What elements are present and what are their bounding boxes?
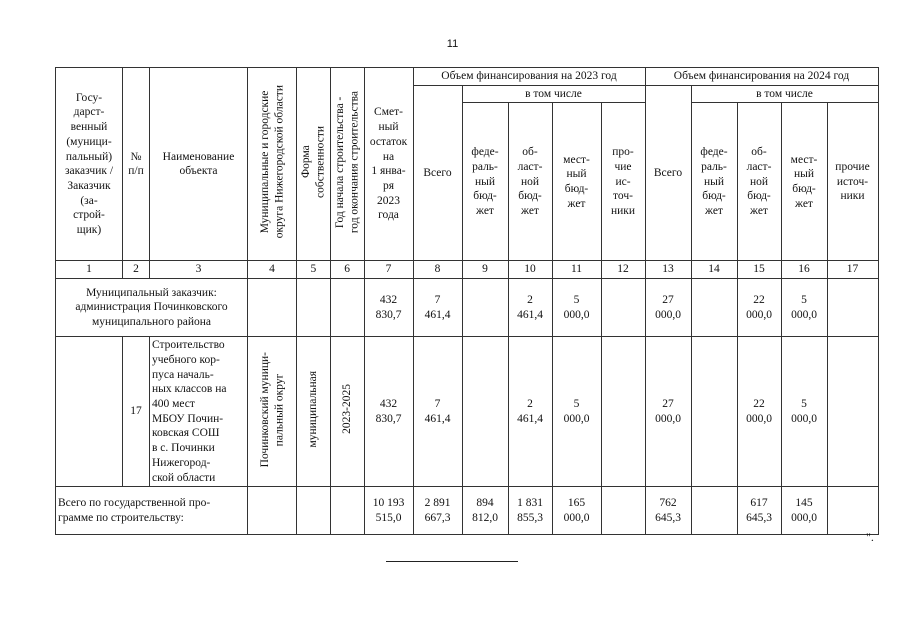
total-c4 (248, 487, 297, 535)
customer-c4 (248, 279, 297, 337)
header-number: № п/п (123, 68, 150, 261)
footer-divider (386, 561, 518, 562)
object-federal-2024 (691, 337, 737, 487)
header-total-2024: Всего (645, 85, 691, 261)
header-regional-2023: об- ласт- ной бюд- жет (508, 103, 552, 261)
customer-total-2024: 27 000,0 (645, 279, 691, 337)
header-federal-2024: феде- раль- ный бюд- жет (691, 103, 737, 261)
total-regional-2024: 617 645,3 (737, 487, 781, 535)
object-local-2023: 5 000,0 (552, 337, 601, 487)
customer-local-2023: 5 000,0 (552, 279, 601, 337)
total-other-2024 (827, 487, 878, 535)
total-total-2023: 2 891 667,3 (413, 487, 462, 535)
col-num-9: 9 (462, 261, 508, 279)
financing-table (55, 67, 879, 535)
customer-other-2023 (601, 279, 645, 337)
col-num-11: 11 (552, 261, 601, 279)
col-num-3: 3 (150, 261, 248, 279)
object-federal-2023 (462, 337, 508, 487)
col-num-7: 7 (364, 261, 413, 279)
header-object-name: Наименование объекта (150, 68, 248, 261)
col-num-1: 1 (56, 261, 123, 279)
col-num-8: 8 (413, 261, 462, 279)
object-c1 (56, 337, 123, 487)
header-incl-2024: в том числе (691, 85, 878, 103)
total-c6 (330, 487, 364, 535)
object-years-text: 2023-2025 (340, 384, 353, 435)
customer-total-2023: 7 461,4 (413, 279, 462, 337)
col-num-12: 12 (601, 261, 645, 279)
header-regional-2024: об- ласт- ной бюд- жет (737, 103, 781, 261)
header-municipality (248, 68, 297, 261)
total-other-2023 (601, 487, 645, 535)
object-regional-2023: 2 461,4 (508, 337, 552, 487)
object-ownership-text: муниципальная (307, 371, 320, 448)
header-other-2024: прочие источ- ники (827, 103, 878, 261)
header-estimate: Смет- ный остаток на 1 янва- ря 2023 года (364, 68, 413, 261)
header-local-2023: мест- ный бюд- жет (552, 103, 601, 261)
object-ownership (297, 337, 331, 487)
customer-label: Муниципальный заказчик: администрация Починковского муниципального района (56, 279, 248, 337)
col-num-14: 14 (691, 261, 737, 279)
col-num-15: 15 (737, 261, 781, 279)
closing-quote: ". (866, 530, 874, 544)
object-total-2024: 27 000,0 (645, 337, 691, 487)
object-name: Строительство учебного кор- пуса началь- ных классов на 400 мест МБОУ Почин- ковская СОШ в с. Починки Нижегород- ской области (150, 337, 248, 487)
header-federal-2023: феде- раль- ный бюд- жет (462, 103, 508, 261)
header-years (330, 68, 364, 261)
total-label: Всего по государственной про- грамме по строительству: (56, 487, 248, 535)
total-local-2023: 165 000,0 (552, 487, 601, 535)
customer-federal-2023 (462, 279, 508, 337)
col-num-5: 5 (297, 261, 331, 279)
object-number: 17 (123, 337, 150, 487)
customer-local-2024: 5 000,0 (781, 279, 827, 337)
page-number: 11 (446, 38, 459, 50)
customer-federal-2024 (691, 279, 737, 337)
object-municipality-text: Починковский муници- пальный округ (258, 351, 285, 468)
object-years (330, 337, 364, 487)
header-customer: Госу- дарст- венный (муници- пальный) заказчик / Заказчик (за- строй- щик) (56, 68, 123, 261)
col-num-6: 6 (330, 261, 364, 279)
customer-row (56, 279, 879, 337)
object-other-2024 (827, 337, 878, 487)
header-ownership-text: Форма собственности (300, 125, 327, 198)
object-other-2023 (601, 337, 645, 487)
header-total-2023: Всего (413, 85, 462, 261)
col-num-16: 16 (781, 261, 827, 279)
customer-estimate: 432 830,7 (364, 279, 413, 337)
total-regional-2023: 1 831 855,3 (508, 487, 552, 535)
object-municipality (248, 337, 297, 487)
col-num-10: 10 (508, 261, 552, 279)
customer-other-2024 (827, 279, 878, 337)
header-other-2023: про- чие ис- точ- ники (601, 103, 645, 261)
col-num-13: 13 (645, 261, 691, 279)
customer-c5 (297, 279, 331, 337)
customer-c6 (330, 279, 364, 337)
header-years-text: Год начала строительства - год окончания строительства (333, 90, 361, 233)
header-fin-2023: Объем финансирования на 2023 год (413, 68, 645, 86)
col-num-2: 2 (123, 261, 150, 279)
customer-regional-2023: 2 461,4 (508, 279, 552, 337)
total-c5 (297, 487, 331, 535)
column-number-row (56, 261, 879, 279)
object-estimate: 432 830,7 (364, 337, 413, 487)
total-federal-2023: 894 812,0 (462, 487, 508, 535)
col-num-4: 4 (248, 261, 297, 279)
customer-regional-2024: 22 000,0 (737, 279, 781, 337)
total-estimate: 10 193 515,0 (364, 487, 413, 535)
object-local-2024: 5 000,0 (781, 337, 827, 487)
total-federal-2024 (691, 487, 737, 535)
header-incl-2023: в том числе (462, 85, 645, 103)
total-local-2024: 145 000,0 (781, 487, 827, 535)
object-row (56, 337, 879, 487)
header-municipality-text: Муниципальные и городские округа Нижегородской области (258, 85, 285, 239)
object-regional-2024: 22 000,0 (737, 337, 781, 487)
col-num-17: 17 (827, 261, 878, 279)
object-total-2023: 7 461,4 (413, 337, 462, 487)
header-fin-2024: Объем финансирования на 2024 год (645, 68, 878, 86)
header-local-2024: мест- ный бюд- жет (781, 103, 827, 261)
total-row (56, 487, 879, 535)
header-ownership (297, 68, 331, 261)
total-total-2024: 762 645,3 (645, 487, 691, 535)
